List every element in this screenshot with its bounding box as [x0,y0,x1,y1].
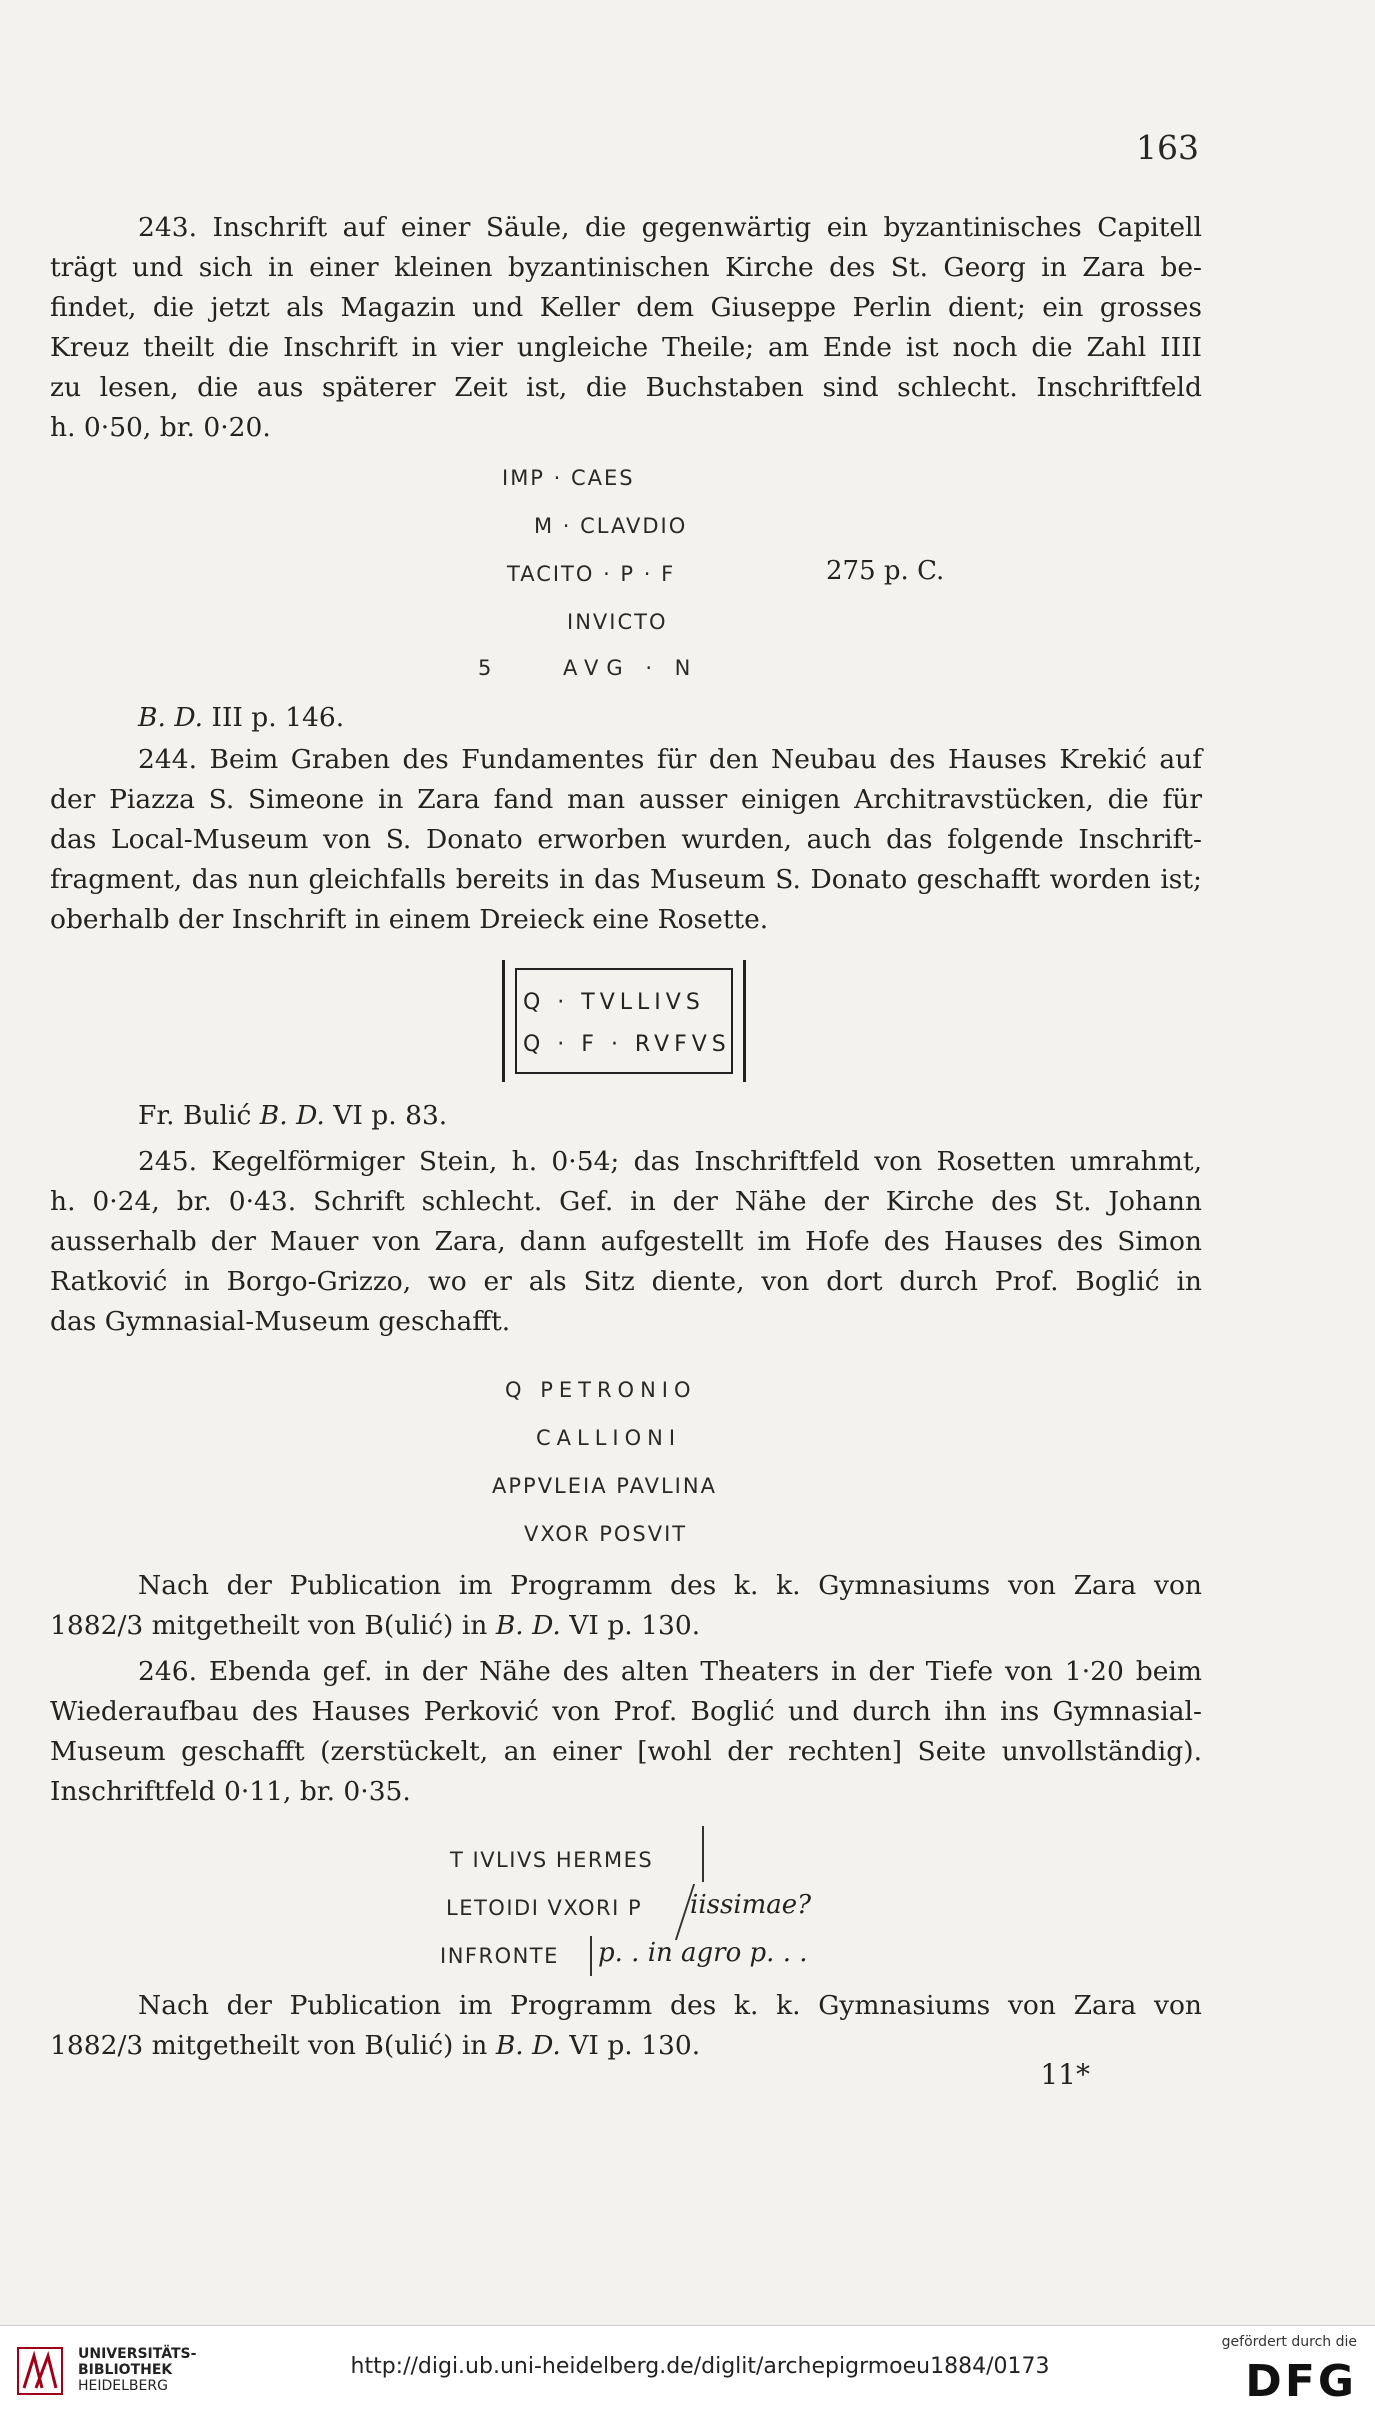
text-line: 245. Kegelförmiger Stein, h. 0·54; das Inschriftfeld von Rosetten umrahmt, [138,1146,1202,1177]
text-line: Wiederaufbau des Hauses Perković von Prof. Boglić und durch ihn ins Gymnasial- [50,1696,1202,1727]
inscription-line: LETOIDI VXORI P [446,1896,643,1920]
inscription-line: IMP · CAES [502,466,635,490]
library-name-line: BIBLIOTHEK [78,2362,173,2378]
date-note: 275 p. C. [826,556,945,586]
inscription-line: AVG · N [563,656,699,680]
line-number: 5 [478,656,494,680]
inscription-line: M · CLAVDIO [534,514,688,538]
text-line: ausserhalb der Mauer von Zara, dann aufgestellt im Hofe des Hauses des Simon [50,1226,1202,1257]
reference-abbrev: B. D. [495,1610,561,1641]
text-line: das Local-Museum von S. Donato erworben wurden, auch das folgende Inschrift- [50,824,1202,855]
reference-abbrev: B. D. [495,2030,561,2061]
text-line [50,2026,1202,2066]
text-line: 244. Beim Graben des Fundamentes für den Neubau des Hauses Krekić auf [138,744,1202,775]
text-line: Kreuz theilt die Inschrift in vier ungleiche Theile; am Ende ist noch die Zahl IIII [50,332,1202,363]
inscription-line: INVICTO [567,610,668,634]
break-line [590,1936,592,1976]
library-name [78,2346,196,2394]
text-line: fragment, das nun gleichfalls bereits in das Museum S. Donato geschafft worden ist; [50,864,1202,895]
paragraph-243 [50,208,1202,448]
funding-note: gefördert durch die [1221,2334,1357,2350]
text-line: der Piazza S. Simeone in Zara fand man ausser einigen Architravstücken, die für [50,784,1202,815]
reference-text: VI p. 83. [333,1100,448,1131]
reference-abbrev: B. D. [259,1100,325,1131]
inscription-line: Q · TVLLIVS [523,990,705,1015]
library-name-line: HEIDELBERG [78,2378,168,2394]
library-name-line: UNIVERSITÄTS- [78,2346,197,2362]
text-line: das Gymnasial-Museum geschafft. [50,1306,511,1337]
publication-note-245 [50,1566,1202,1646]
signature-mark: 11* [1040,2058,1090,2091]
reference-author: Fr. Bulić [138,1100,252,1131]
viewer-footer [0,2325,1375,2413]
break-line [702,1826,704,1882]
reference-text: VI p. 130. [569,1610,701,1641]
paragraph-244 [50,740,1202,940]
text-line [50,1606,1202,1646]
reference-244 [138,1100,447,1131]
text-segment: 1882/3 mitgetheilt von B(ulić) in [50,2030,488,2061]
page-number: 163 [1136,128,1199,167]
text-segment: 1882/3 mitgetheilt von B(ulić) in [50,1610,488,1641]
text-line: Ratković in Borgo-Grizzo, wo er als Sitz diente, von dort durch Prof. Boglić in [50,1266,1202,1297]
inscription-line: Q · F · RVFVS [523,1032,731,1057]
text-line: Nach der Publication im Programm des k. k. Gymnasiums von Zara von [138,1990,1202,2021]
inscription-line: TACITO · P · F [507,562,676,586]
text-line: Nach der Publication im Programm des k. k. Gymnasiums von Zara von [138,1570,1202,1601]
text-line: 246. Ebenda gef. in der Nähe des alten Theaters in der Tiefe von 1·20 beim [138,1656,1202,1687]
text-line: Inschriftfeld 0·11, br. 0·35. [50,1776,411,1807]
inscription-line: T IVLIVS HERMES [450,1848,654,1872]
inscription-line: INFRONTE [440,1944,559,1968]
inscription-line: Q PETRONIO [505,1378,697,1402]
dfg-logo[interactable]: DFG [1245,2356,1357,2407]
text-line: findet, die jetzt als Magazin und Keller dem Giuseppe Perlin dient; ein grosses [50,292,1202,323]
text-line: oberhalb der Inschrift in einem Dreieck eine Rosette. [50,904,769,935]
text-line: h. 0·50, br. 0·20. [50,412,271,443]
text-line: 243. Inschrift auf einer Säule, die gegenwärtig ein byzantinisches Capitell [138,212,1202,243]
reference-243 [138,702,344,733]
university-library-logo-icon[interactable] [16,2346,64,2396]
restoration-note: p. . in agro p. . . [598,1938,808,1968]
text-line: zu lesen, die aus späterer Zeit ist, die Buchstaben sind schlecht. Inschriftfeld [50,372,1202,403]
reference-text: III p. 146. [211,702,345,733]
permalink-url[interactable]: http://digi.ub.uni-heidelberg.de/diglit/archepigrmoeu1884/0173 [350,2354,1050,2379]
inscription-frame [502,960,746,1082]
inscription-border [515,968,733,1074]
reference-text: VI p. 130. [569,2030,701,2061]
paragraph-246 [50,1652,1202,1812]
reference-abbrev: B. D. [138,702,204,733]
text-line: Museum geschafft (zerstückelt, an einer [wohl der rechten] Seite unvollständig). [50,1736,1202,1767]
inscription-line: CALLIONI [536,1426,682,1450]
text-line: h. 0·24, br. 0·43. Schrift schlecht. Gef. in der Nähe der Kirche des St. Johann [50,1186,1202,1217]
paragraph-245 [50,1142,1202,1342]
text-line: trägt und sich in einer kleinen byzantinischen Kirche des St. Georg in Zara be- [50,252,1202,283]
inscription-line: APPVLEIA PAVLINA [492,1474,717,1498]
publication-note-246 [50,1986,1202,2066]
inscription-line: VXOR POSVIT [524,1522,688,1546]
restoration-note: iissimae? [690,1890,812,1920]
